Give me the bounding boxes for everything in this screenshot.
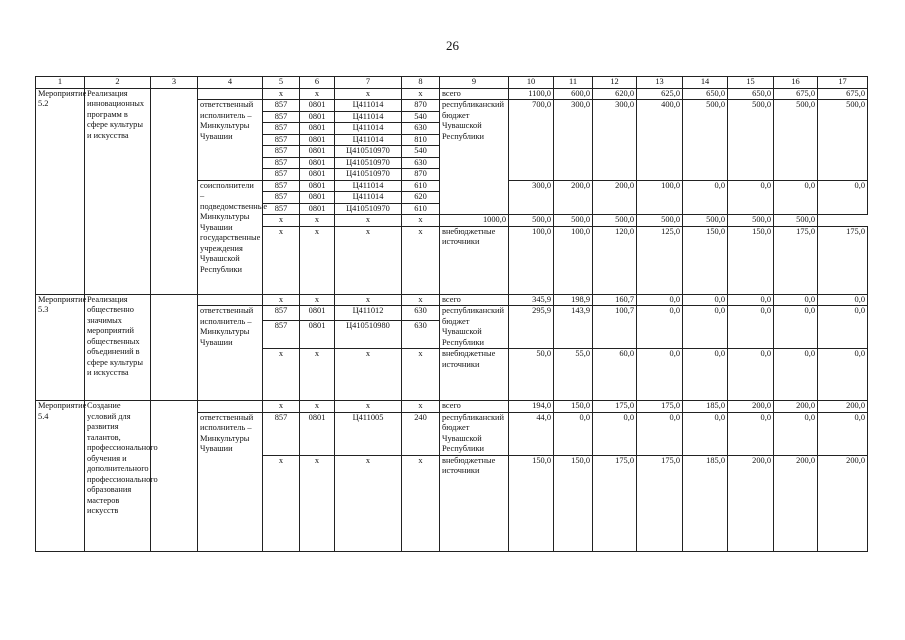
funding-value: 0,0 <box>774 349 818 401</box>
column-number: 9 <box>440 77 509 89</box>
code-target-article: x <box>335 455 402 551</box>
measure-name: Реализация инновационных программ в сфере культуры и искусства <box>85 88 151 294</box>
funding-value: 0,0 <box>774 306 818 349</box>
column-number: 8 <box>402 77 440 89</box>
funding-value: 185,0 <box>683 401 728 413</box>
code-target-article: Ц411014 <box>335 111 402 123</box>
source-label: всего <box>440 401 509 413</box>
code-grbs: x <box>263 226 300 294</box>
code-target-article: Ц411012 <box>335 306 402 321</box>
code-expense-group: 610 <box>402 203 440 215</box>
funding-value: 200,0 <box>728 455 774 551</box>
funding-value: 0,0 <box>554 412 593 455</box>
code-section: x <box>300 226 335 294</box>
code-section: 0801 <box>300 192 335 204</box>
code-grbs: x <box>263 455 300 551</box>
code-expense-group: x <box>402 215 440 227</box>
funding-value: 0,0 <box>683 412 728 455</box>
funding-value: 0,0 <box>593 412 637 455</box>
funding-value: 0,0 <box>637 294 683 306</box>
code-section: 0801 <box>300 203 335 215</box>
funding-value: 200,0 <box>593 180 637 215</box>
funding-value: 0,0 <box>728 306 774 349</box>
code-target-article: Ц410510970 <box>335 203 402 215</box>
code-section: x <box>300 215 335 227</box>
funding-value: 0,0 <box>728 412 774 455</box>
code-section: 0801 <box>300 134 335 146</box>
code-section: 0801 <box>300 157 335 169</box>
code-grbs: x <box>263 294 300 306</box>
funding-value: 0,0 <box>818 412 868 455</box>
column-number: 11 <box>554 77 593 89</box>
funding-value: 175,0 <box>637 455 683 551</box>
empty-cell <box>198 401 263 413</box>
code-target-article: Ц411014 <box>335 180 402 192</box>
code-expense-group: 610 <box>402 180 440 192</box>
funding-value: 295,9 <box>509 306 554 349</box>
measure-label: Мероприятие 5.2 <box>36 88 85 294</box>
funding-value: 300,0 <box>593 100 637 181</box>
measure-label: Мероприятие 5.4 <box>36 401 85 552</box>
funding-value: 175,0 <box>637 401 683 413</box>
funding-value: 0,0 <box>818 349 868 401</box>
code-section: 0801 <box>300 146 335 158</box>
code-expense-group: 870 <box>402 169 440 181</box>
funding-value: 143,9 <box>554 306 593 349</box>
column-number: 13 <box>637 77 683 89</box>
column-number: 3 <box>151 77 198 89</box>
funding-value: 0,0 <box>728 294 774 306</box>
column-number: 1 <box>36 77 85 89</box>
code-expense-group: 620 <box>402 192 440 204</box>
funding-value: 500,0 <box>509 215 554 227</box>
funding-value: 650,0 <box>683 88 728 100</box>
funding-value: 150,0 <box>728 226 774 294</box>
funding-value: 675,0 <box>818 88 868 100</box>
funding-value: 185,0 <box>683 455 728 551</box>
column-number: 17 <box>818 77 868 89</box>
code-grbs: 857 <box>263 157 300 169</box>
funding-value: 50,0 <box>509 349 554 401</box>
responsible-executor: ответственный исполнитель – Минкультуры Чувашии <box>198 412 263 551</box>
source-label: республиканский бюджет Чувашской Республики <box>440 412 509 455</box>
column-number: 16 <box>774 77 818 89</box>
code-section: 0801 <box>300 111 335 123</box>
code-expense-group: x <box>402 294 440 306</box>
funding-value: 150,0 <box>554 401 593 413</box>
code-expense-group: 810 <box>402 134 440 146</box>
funding-value: 500,0 <box>637 215 683 227</box>
column-number: 15 <box>728 77 774 89</box>
funding-value: 675,0 <box>774 88 818 100</box>
code-section: x <box>300 455 335 551</box>
table-row <box>36 88 868 100</box>
code-target-article: Ц410510970 <box>335 157 402 169</box>
measure-name: Реализация общественно значимых мероприятий общественных объединений в сфере культуры и искусства <box>85 294 151 401</box>
funding-value: 0,0 <box>637 412 683 455</box>
code-section: x <box>300 294 335 306</box>
page-number: 26 <box>446 38 459 53</box>
funding-value: 0,0 <box>637 349 683 401</box>
code-section: 0801 <box>300 321 335 349</box>
source-label: внебюджетные источники <box>440 226 509 294</box>
column-number: 6 <box>300 77 335 89</box>
code-expense-group: 540 <box>402 146 440 158</box>
table-row <box>36 294 868 306</box>
code-grbs: 857 <box>263 321 300 349</box>
code-expense-group: 630 <box>402 123 440 135</box>
source-label: внебюджетные источники <box>440 349 509 401</box>
code-grbs: 857 <box>263 100 300 112</box>
source-label: всего <box>440 88 509 100</box>
empty-cell <box>198 88 263 100</box>
code-grbs: x <box>263 88 300 100</box>
funding-value: 55,0 <box>554 349 593 401</box>
measure-label: Мероприятие 5.3 <box>36 294 85 401</box>
funding-value: 0,0 <box>637 306 683 349</box>
funding-value: 0,0 <box>683 349 728 401</box>
funding-value: 625,0 <box>637 88 683 100</box>
funding-value: 1100,0 <box>509 88 554 100</box>
funding-value: 400,0 <box>637 100 683 181</box>
funding-value: 150,0 <box>554 455 593 551</box>
co-executors: соисполнители – подведомственные Минкультуры Чувашии государственные учреждения Чувашской Республики <box>198 180 263 294</box>
funding-value: 200,0 <box>728 401 774 413</box>
column-number: 5 <box>263 77 300 89</box>
funding-value: 0,0 <box>683 306 728 349</box>
funding-value: 44,0 <box>509 412 554 455</box>
code-target-article: Ц410510980 <box>335 321 402 349</box>
table-row <box>36 401 868 413</box>
empty-cell <box>151 88 198 294</box>
code-section: 0801 <box>300 169 335 181</box>
funding-value: 500,0 <box>818 100 868 181</box>
code-target-article: Ц411014 <box>335 134 402 146</box>
funding-value: 700,0 <box>509 100 554 181</box>
code-expense-group: 630 <box>402 321 440 349</box>
funding-value: 160,7 <box>593 294 637 306</box>
funding-value: 200,0 <box>554 180 593 215</box>
funding-value: 0,0 <box>683 180 728 215</box>
funding-value: 100,0 <box>554 226 593 294</box>
funding-value: 200,0 <box>818 401 868 413</box>
code-expense-group: 240 <box>402 412 440 455</box>
code-grbs: 857 <box>263 180 300 192</box>
code-section: 0801 <box>300 306 335 321</box>
funding-value: 120,0 <box>593 226 637 294</box>
code-target-article: Ц411014 <box>335 100 402 112</box>
funding-value: 0,0 <box>818 294 868 306</box>
funding-value: 0,0 <box>774 412 818 455</box>
funding-value: 60,0 <box>593 349 637 401</box>
code-target-article: x <box>335 226 402 294</box>
code-grbs: 857 <box>263 111 300 123</box>
funding-value: 1000,0 <box>440 215 509 227</box>
code-section: 0801 <box>300 412 335 455</box>
empty-cell <box>198 294 263 306</box>
code-section: 0801 <box>300 100 335 112</box>
funding-value: 0,0 <box>774 294 818 306</box>
funding-value: 175,0 <box>818 226 868 294</box>
funding-value: 500,0 <box>683 215 728 227</box>
code-expense-group: x <box>402 401 440 413</box>
code-grbs: x <box>263 215 300 227</box>
funding-value: 0,0 <box>818 180 868 215</box>
code-grbs: 857 <box>263 123 300 135</box>
code-target-article: x <box>335 294 402 306</box>
column-number: 14 <box>683 77 728 89</box>
code-grbs: 857 <box>263 412 300 455</box>
code-target-article: x <box>335 88 402 100</box>
code-grbs: 857 <box>263 146 300 158</box>
code-target-article: x <box>335 349 402 401</box>
funding-value: 200,0 <box>774 401 818 413</box>
funding-value: 200,0 <box>774 455 818 551</box>
code-expense-group: x <box>402 349 440 401</box>
program-table <box>35 76 868 552</box>
code-grbs: 857 <box>263 192 300 204</box>
funding-value: 0,0 <box>728 349 774 401</box>
funding-value: 198,9 <box>554 294 593 306</box>
funding-value: 620,0 <box>593 88 637 100</box>
responsible-executor: ответственный исполнитель – Минкультуры Чувашии <box>198 100 263 181</box>
source-label: республиканский бюджет Чувашской Республики <box>440 306 509 349</box>
column-number: 12 <box>593 77 637 89</box>
funding-value: 500,0 <box>774 100 818 181</box>
code-target-article: Ц410510970 <box>335 169 402 181</box>
funding-value: 500,0 <box>554 215 593 227</box>
code-grbs: x <box>263 349 300 401</box>
funding-value: 100,0 <box>637 180 683 215</box>
code-expense-group: x <box>402 88 440 100</box>
funding-value: 500,0 <box>593 215 637 227</box>
code-target-article: x <box>335 215 402 227</box>
measure-name: Создание условий для развития талантов, профессионального обучения и дополнительного профессионального образования мастеров искусств <box>85 401 151 552</box>
source-label: всего <box>440 294 509 306</box>
funding-value: 0,0 <box>683 294 728 306</box>
funding-value: 175,0 <box>593 401 637 413</box>
code-target-article: Ц411014 <box>335 192 402 204</box>
code-section: 0801 <box>300 180 335 192</box>
code-expense-group: x <box>402 455 440 551</box>
code-grbs: 857 <box>263 203 300 215</box>
funding-value: 0,0 <box>818 306 868 349</box>
code-section: 0801 <box>300 123 335 135</box>
code-target-article: Ц411014 <box>335 123 402 135</box>
column-number: 4 <box>198 77 263 89</box>
funding-value: 500,0 <box>728 100 774 181</box>
code-grbs: 857 <box>263 169 300 181</box>
funding-value: 500,0 <box>774 215 818 227</box>
code-grbs: 857 <box>263 134 300 146</box>
code-grbs: x <box>263 401 300 413</box>
column-number: 10 <box>509 77 554 89</box>
funding-value: 500,0 <box>728 215 774 227</box>
column-number: 7 <box>335 77 402 89</box>
code-section: x <box>300 401 335 413</box>
funding-value: 0,0 <box>774 180 818 215</box>
table-row <box>36 77 868 89</box>
funding-value: 345,9 <box>509 294 554 306</box>
code-grbs: 857 <box>263 306 300 321</box>
code-section: x <box>300 88 335 100</box>
source-label: внебюджетные источники <box>440 455 509 551</box>
funding-value: 500,0 <box>683 100 728 181</box>
code-target-article: Ц411005 <box>335 412 402 455</box>
funding-value: 175,0 <box>593 455 637 551</box>
code-expense-group: 870 <box>402 100 440 112</box>
funding-value: 175,0 <box>774 226 818 294</box>
funding-value: 300,0 <box>554 100 593 181</box>
code-expense-group: 630 <box>402 306 440 321</box>
funding-value: 600,0 <box>554 88 593 100</box>
funding-value: 100,7 <box>593 306 637 349</box>
source-label: республиканский бюджет Чувашской Республики <box>440 100 509 215</box>
funding-value: 650,0 <box>728 88 774 100</box>
empty-cell <box>151 294 198 401</box>
funding-value: 300,0 <box>509 180 554 215</box>
code-section: x <box>300 349 335 401</box>
column-number: 2 <box>85 77 151 89</box>
funding-value: 150,0 <box>509 455 554 551</box>
funding-value: 150,0 <box>683 226 728 294</box>
responsible-executor: ответственный исполнитель – Минкультуры Чувашии <box>198 306 263 401</box>
code-target-article: x <box>335 401 402 413</box>
funding-value: 125,0 <box>637 226 683 294</box>
code-target-article: Ц410510970 <box>335 146 402 158</box>
funding-value: 200,0 <box>818 455 868 551</box>
code-expense-group: 630 <box>402 157 440 169</box>
funding-value: 0,0 <box>728 180 774 215</box>
funding-value: 100,0 <box>509 226 554 294</box>
code-expense-group: 540 <box>402 111 440 123</box>
funding-value: 194,0 <box>509 401 554 413</box>
code-expense-group: x <box>402 226 440 294</box>
